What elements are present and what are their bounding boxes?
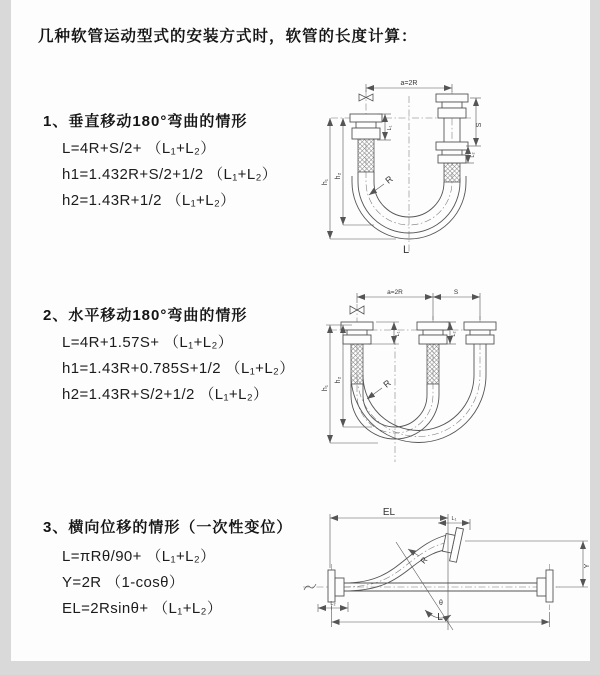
centerlines <box>303 542 560 610</box>
formula-line: h2=1.43R+S/2+1/2 （L₁+L₂） <box>62 386 269 403</box>
radius-label-r: R <box>418 555 430 566</box>
braided-hose-left <box>351 344 363 384</box>
dim-label-y: Y <box>584 563 591 569</box>
dim-label-l1: L₁ <box>451 516 457 522</box>
braided-hose-middle <box>427 344 439 384</box>
diagram-lateral-displacement <box>298 508 595 638</box>
formula-line: h1=1.432R+S/2+1/2 （L₁+L₂） <box>62 166 278 183</box>
dim-label-el: EL <box>382 507 396 518</box>
braided-hose-right <box>444 163 460 182</box>
dim-label-l1: L₁ <box>395 331 401 337</box>
dim-label-s: S <box>453 289 459 296</box>
dim-label-s: S <box>476 122 483 128</box>
formula-line: EL=2Rsinθ+ （L₁+L₂） <box>62 600 223 617</box>
braided-hose-left <box>358 139 374 172</box>
dim-label-l2: L₂ <box>330 601 336 607</box>
section-3-heading: 3、横向位移的情形（一次性变位） <box>43 519 293 536</box>
diagram-vertical-180-bend <box>315 78 495 258</box>
pipe-break-mark <box>304 584 316 590</box>
formula-line: L=4R+1.57S+ （L₁+L₂） <box>62 334 234 351</box>
length-label-l: L <box>437 612 443 623</box>
page-title: 几种软管运动型式的安装方式时，软管的长度计算： <box>38 28 418 45</box>
radius-label-r: R <box>383 173 395 186</box>
section-2-heading: 2、水平移动180°弯曲的情形 <box>43 307 248 324</box>
length-label-l: L <box>402 244 410 256</box>
dim-label-h1: h₁ <box>322 178 329 186</box>
diagram-horizontal-180-bend <box>315 290 500 465</box>
formula-line: Y=2R （1-cosθ） <box>62 574 185 591</box>
dim-label-h2: h₂ <box>335 172 342 180</box>
dim-label-l1: L₁ <box>387 125 393 131</box>
dim-label-a2r: a=2R <box>400 80 418 87</box>
dim-label-l2: L₂ <box>470 152 476 158</box>
hose-bend <box>351 344 486 443</box>
end-fittings <box>341 322 496 344</box>
dim-label-h1: h₁ <box>322 384 329 392</box>
formula-line: L=πRθ/90+ （L₁+L₂） <box>62 548 216 565</box>
formula-line: h1=1.43R+0.785S+1/2 （L₁+L₂） <box>62 360 295 377</box>
formula-line: h2=1.43R+1/2 （L₁+L₂） <box>62 192 236 209</box>
dim-label-h2: h₂ <box>335 376 342 384</box>
section-1-heading: 1、垂直移动180°弯曲的情形 <box>43 113 248 130</box>
dimension-lines <box>326 293 480 443</box>
dim-label-l2: L₂ <box>451 331 457 337</box>
radius-label-r: R <box>381 377 393 390</box>
formula-line: L=4R+S/2+ （L₁+L₂） <box>62 140 216 157</box>
construction-lines <box>396 542 453 630</box>
dim-label-a2r: a=2R <box>387 289 403 296</box>
angle-label-theta: θ <box>439 600 443 607</box>
hoses <box>344 535 537 591</box>
